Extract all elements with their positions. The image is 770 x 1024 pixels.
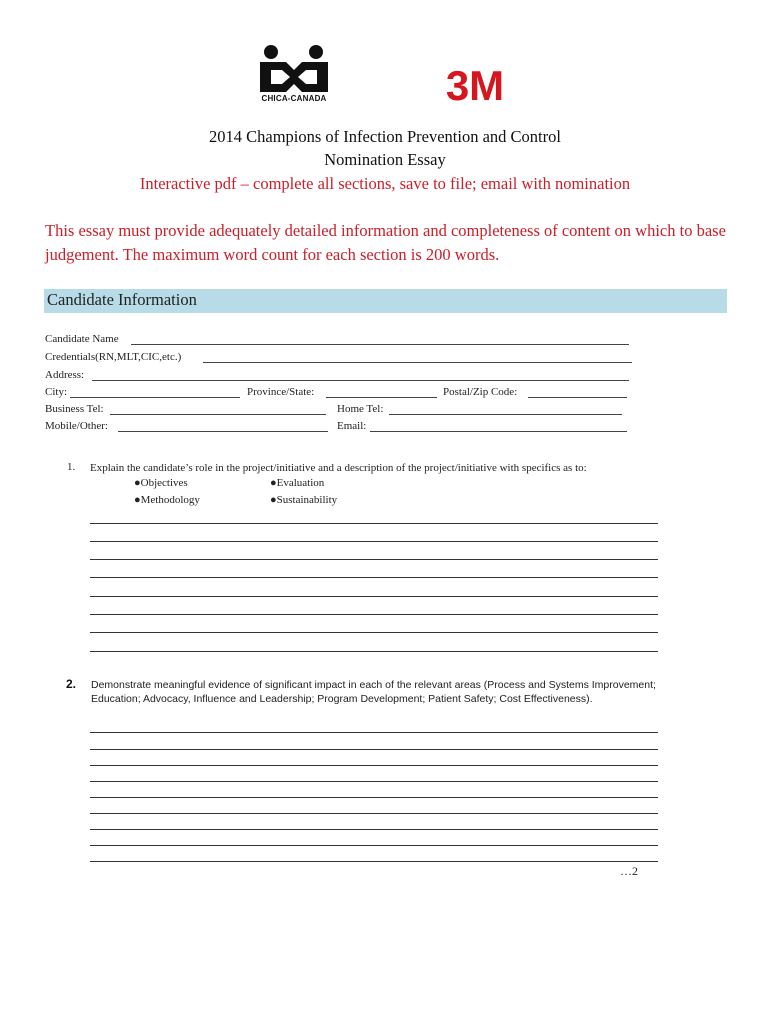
question-1-text: Explain the candidate’s role in the project/initiative and a description of the project/initiative with specifics as to: [90, 462, 587, 474]
page-title-line1: 2014 Champions of Infection Prevention and Control [209, 127, 561, 146]
answer-line[interactable] [90, 577, 658, 578]
address-field[interactable] [92, 380, 629, 381]
answer-line[interactable] [90, 765, 658, 766]
question-2-number: 2. [66, 677, 77, 691]
answer-line[interactable] [90, 632, 658, 633]
answer-line[interactable] [90, 749, 658, 750]
email-field[interactable] [370, 431, 627, 432]
answer-line[interactable] [90, 596, 658, 597]
question-2-text: Demonstrate meaningful evidence of significant impact in each of the relevant areas (Process and Systems Improvement; Education; Advocacy, Influence and Leadership; Program Development; Patient Safety; Cost Effectiveness). [91, 679, 656, 705]
answer-line[interactable] [90, 861, 658, 862]
answer-line[interactable] [90, 651, 658, 652]
bullet-evaluation: ●Evaluation [270, 477, 325, 489]
home-tel-field[interactable] [389, 414, 622, 415]
address-label: Address: [45, 369, 85, 381]
answer-line[interactable] [90, 523, 658, 524]
answer-line[interactable] [90, 541, 658, 542]
answer-line[interactable] [90, 559, 658, 560]
answer-line[interactable] [90, 732, 658, 733]
section-title: Candidate Information [47, 290, 197, 309]
question-1-number: 1. [67, 461, 76, 473]
3m-logo [437, 64, 513, 104]
3m-logo-text: 3M [445, 64, 505, 104]
candidate-name-field[interactable] [131, 344, 629, 345]
mobile-label: Mobile/Other: [45, 420, 108, 432]
answer-line[interactable] [90, 797, 658, 798]
candidate-name-label: Candidate Name [45, 333, 119, 345]
answer-line[interactable] [90, 614, 658, 615]
page-continuation: …2 [620, 864, 638, 878]
business-tel-label: Business Tel: [45, 403, 104, 415]
credentials-field[interactable] [203, 362, 632, 363]
postal-code-field[interactable] [528, 397, 627, 398]
home-tel-label: Home Tel: [337, 403, 384, 415]
bullet-sustainability: ●Sustainability [270, 494, 338, 506]
answer-line[interactable] [90, 781, 658, 782]
bullet-methodology: ●Methodology [134, 494, 200, 506]
city-label: City: [45, 386, 68, 398]
word-count-notice: This essay must provide adequately detailed information and completeness of content on which to base judgement. The maximum word count for each section is 200 words. [45, 221, 726, 264]
province-label: Province/State: [247, 386, 315, 398]
email-label: Email: [337, 420, 367, 432]
business-tel-field[interactable] [110, 414, 326, 415]
answer-line[interactable] [90, 829, 658, 830]
credentials-label: Credentials(RN,MLT,CIC,etc.) [45, 351, 182, 363]
page-title-line2: Nomination Essay [324, 150, 446, 169]
chica-canada-text: CHICA-CANADA [261, 94, 327, 103]
instructions-subtitle: Interactive pdf – complete all sections, save to file; email with nomination [139, 174, 631, 193]
answer-line[interactable] [90, 813, 658, 814]
answer-line[interactable] [90, 845, 658, 846]
postal-code-label: Postal/Zip Code: [443, 386, 518, 398]
city-field[interactable] [70, 397, 240, 398]
province-field[interactable] [326, 397, 437, 398]
mobile-field[interactable] [118, 431, 328, 432]
bullet-objectives: ●Objectives [134, 477, 188, 489]
